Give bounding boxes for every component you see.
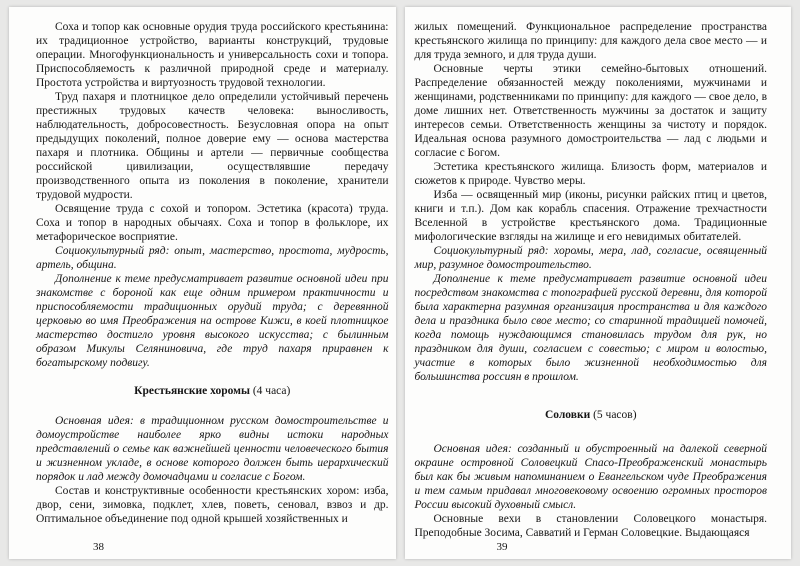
paragraph-continuation: жилых помещений. Функциональное распределение пространства крестьянского жилища по принципу: для каждого дела свое место — и для труда земного, и для труда души. [414, 21, 767, 61]
section-title: Крестьянские хоромы [134, 385, 250, 397]
paragraph-trud-pakharya: Труд пахаря и плотницкое дело определили устойчивый перечень престижных трудовых качеств человека: выносливость, наблюдательность, добросовестность. Безусловная опора на опыт предыдущих поколений, полное доверие ему — основа мастерства пахаря и плотника. Общины и артели — первичные сообщества российской цивилизации, осуществлявшие передачу производственного опыта из поколения в поколение, хранители трудовой мудрости. [36, 91, 389, 201]
paragraph-khoromy-composition: Состав и конструктивные особенности крестьянских хором: изба, двор, сени, зимовка, подклет, хлев, поветь, сеновал, взвоз и др. Оптимальное объединение под одной крышей хозяйственных и [36, 485, 389, 525]
paragraph-monastery-milestones: Основные вехи в становлении Соловецкого монастыря. Преподобные Зосима, Савватий и Герман Соловецкие. Выдающаяся [414, 513, 767, 539]
paragraph-topic-addition: Дополнение к теме предусматривает развитие основной идеи посредством знакомства с топографией русской деревни, для которой была характерна разумная организация пространства и для каждого дела и праздника было свое место; со старинной традицией помочей, когда помощь нуждающимся становилась трудом для рук, но праздником для души, согласием с совестью; с миром и волостью, участие в которых было жизненной необходимостью для большинства россиян в прошлом. [414, 273, 767, 383]
page-39 [405, 7, 792, 559]
section-heading-krestyanskie-khoromy [36, 384, 389, 398]
page-38 [9, 7, 396, 559]
section-hours: (4 часа) [252, 385, 291, 397]
paragraph-osvyashchenie-truda: Освящение труда с сохой и топором. Эстетика (красота) труда. Соха и топор в народных обычаях. Соха и топор в фольклоре, их метафорическое восприятие. [36, 203, 389, 243]
section-hours: (5 часов) [593, 409, 637, 421]
paragraph-izba-sacred-world: Изба — освященный мир (иконы, рисунки райских птиц и цветов, книги и т.п.). Дом как корабль спасения. Отражение трехчастности Вселенной в устройстве крестьянского дома. Традиционные мифологические взгляды на жилище и его невидимых обитателей. [414, 189, 767, 243]
page-38-text-column [36, 20, 389, 526]
paragraph-family-ethics: Основные черты этики семейно-бытовых отношений. Распределение обязанностей между поколениями, мужчинами и женщинами, родственниками по принципу: для каждого — свое дело, в доме лишних нет. Ответственность мужчины за достаток и защиту интересов семьи. Ответственность женщины за чистоту и порядок. Идеальная основа разумного домостроительства — лад с людьми и согласие с Богом. [414, 63, 767, 159]
paragraph-soha-intro: Соха и топор как основные орудия труда российского крестьянина: их традиционное устройство, варианты конструкций, трудовые операции. Многофункциональность и универсальность сохи и топора. Приспособляемость к различной природной среде и материалу. Простота устройства и виртуозность трудовой технологии. [36, 21, 389, 89]
paragraph-main-idea: Основная идея: в традиционном русском домостроительстве и домоустройстве наиболее ярко видны истоки народных представлений о семье как важнейшей ценности человеческого бытия и жизненном укладе, в основе которого должен быть иерархический порядок и лад между домочадцами и согласие с Богом. [36, 415, 389, 483]
paragraph-sociocultural-row: Социокультурный ряд: опыт, мастерство, простота, мудрость, артель, община. [36, 245, 389, 271]
paragraph-main-idea: Основная идея: созданный и обустроенный на далекой северной окраине островной Соловецкий Спасо-Преображенский монастырь был как бы живым напоминанием о Евангельском чуде Преображения и тем самым придавал многовековому освоению огромных просторов России высокий духовный смысл. [414, 443, 767, 511]
paragraph-topic-addition: Дополнение к теме предусматривает развитие основной идеи при знакомстве с бороной как еще одним примером практичности и приспособляемости традиционных орудий труда; с деревянной церковью во имя Преображения на острове Кижи, в коей плотницкое мастерство достигло уровня высокого искусства; с былинным образом Микулы Селяниновича, где труд пахаря приравнен к богатырскому подвигу. [36, 273, 389, 369]
paragraph-sociocultural-row: Социокультурный ряд: хоромы, мера, лад, согласие, освященный мир, разумное домостроительство. [414, 245, 767, 271]
page-number: 39 [496, 541, 508, 553]
page-39-text-column [415, 20, 768, 540]
section-heading-solovki [415, 408, 768, 422]
page-number: 38 [93, 541, 104, 553]
paragraph-dwelling-aesthetics: Эстетика крестьянского жилища. Близость форм, материалов и сюжетов к природе. Чувство меры. [414, 161, 767, 187]
section-title: Соловки [544, 409, 591, 421]
